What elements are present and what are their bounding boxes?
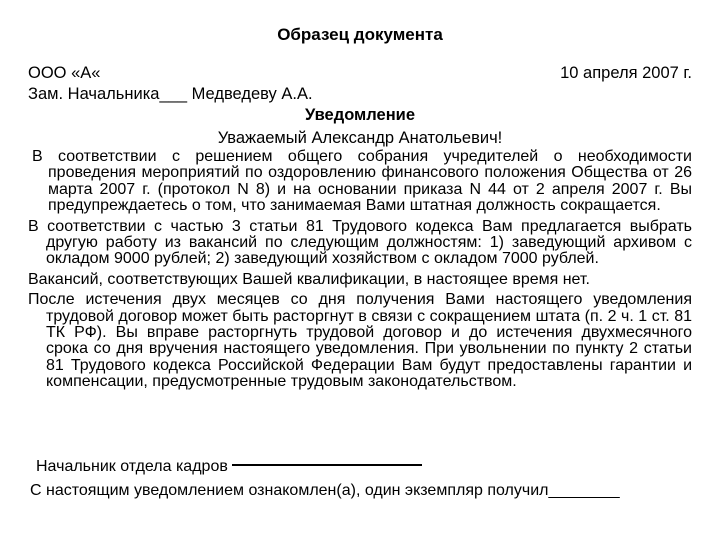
paragraph-reduction: В соответствии с решением общего собрания учредителей о необходимости проведения мероприятий по оздоровлению финансового положения Общества от 26 марта 2007 г. (протокол N 8) и на основании приказа N 44 от 2 апреля 2007 г. Вы предупреждаетесь о том, что занимаемая Вами штатная должность сокращается.	[32, 148, 692, 215]
paragraph-no-vacancies: Вакансий, соответствующих Вашей квалификации, в настоящее время нет.	[28, 270, 590, 288]
acknowledgement-line: С настоящим уведомлением ознакомлен(а), один экземпляр получил________	[30, 482, 620, 499]
document-body	[28, 149, 692, 395]
document-title: Образец документа	[277, 25, 443, 44]
paragraph-termination: После истечения двух месяцев со дня получения Вами настоящего уведомления трудовой договор может быть расторгнут в связи с сокращением штата (п. 2 ч. 1 ст. 81 ТК РФ). Вы вправе расторгнуть трудовой договор и до истечения двухмесячного срока со дня вручения настоящего уведомления. При увольнении по пункту 2 статьи 81 Трудового кодекса Российской Федерации Вам будут предоставлены гарантии и компенсации, предусмотренные трудовым законодательством.	[28, 291, 692, 391]
addressee: Зам. Начальника___ Медведеву А.А.	[28, 85, 313, 103]
organization-name: ООО «А«	[28, 64, 101, 82]
document-date: 10 апреля 2007 г.	[560, 64, 692, 82]
notice-heading: Уведомление	[304, 106, 415, 124]
paragraph-vacancies-offer: В соответствии с частью 3 статьи 81 Трудового кодекса Вам предлагается выбрать другую работу из вакансий по следующим должностям: 1) заведующий архивом с окладом 9000 рублей; 2) заведующий хозяйством с окладом 7000 рублей.	[28, 217, 692, 268]
salutation: Уважаемый Александр Анатольевич!	[217, 129, 503, 147]
signatory-title: Начальник отдела кадров	[36, 458, 228, 475]
signature-rule	[232, 464, 422, 466]
signature-line	[36, 457, 422, 477]
